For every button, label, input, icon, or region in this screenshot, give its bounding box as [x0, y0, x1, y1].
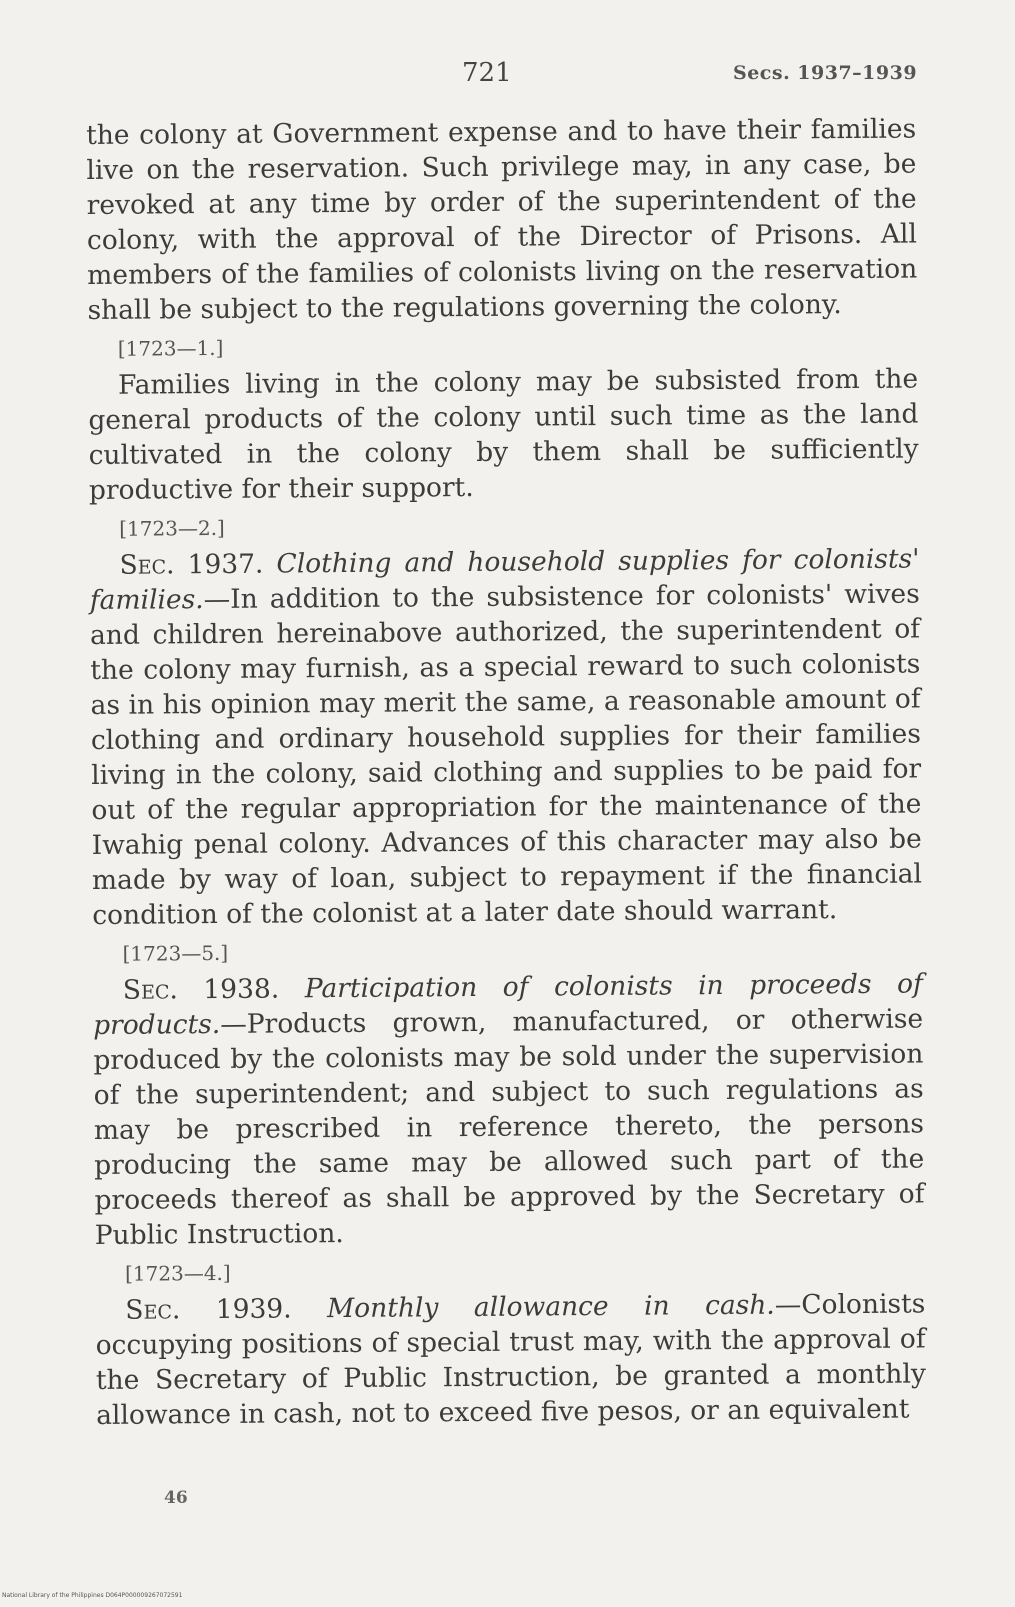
archive-footer-note: National Library of the Philippines D064P000009267072591	[2, 1592, 183, 1599]
section-body: —Products grown, manufactured, or otherwise produced by the colonists may be sold under the supervision of the superintendent; and subject to such regulations as may be prescribed in reference thereto, the persons producing the same may be allowed such part of the proceeds thereof as shall be approved by the Secretary of Public Instruction.	[93, 1003, 925, 1251]
section-title: Monthly allowance in cash.	[326, 1289, 775, 1325]
section-label: Sec. 1939.	[125, 1293, 292, 1326]
body-text	[86, 111, 926, 1432]
section-body: —In addition to the subsistence for colonists' wives and children hereinabove authorized, the superintendent of the colony may furnish, as a special reward to such colonists as in his opinion may merit the same, a reasonable amount of clothing and ordinary household supplies for their families living in the colony, said clothing and supplies to be paid for out of the regular appropriation for the maintenance of the Iwahig penal colony. Advances of this character may also be made by way of loan, subject to repayment if the financial condition of the colonist at a later date should warrant.	[89, 578, 923, 931]
page-header	[0, 58, 1015, 98]
paragraph-families: Families living in the colony may be subsisted from the general products of the colony until such time as the land cultivated in the colony by them shall be sufficiently productive for their support.	[88, 363, 919, 506]
paragraph-continuation: the colony at Government expense and to have their families live on the reservation. Such privilege may, in any case, be revoked at any time by order of the superintendent of the colony, with the approval of the Director of Prisons. All members of the families of colonists living on the reservation shall be subject to the regulations governing the colony.	[86, 113, 918, 326]
section-range: Secs. 1937–1939	[733, 62, 918, 84]
section-label: Sec. 1937.	[119, 548, 264, 581]
section-1939	[95, 1286, 926, 1433]
section-1938	[93, 966, 925, 1253]
page-number: 721	[462, 58, 512, 88]
section-title: Participation of colonists in proceeds of products.	[93, 968, 923, 1041]
section-label: Sec. 1938.	[122, 973, 280, 1006]
source-citation: [1723—4.]	[124, 1260, 231, 1286]
signature-mark: 46	[164, 1488, 188, 1508]
section-title: Clothing and household supplies for colonists' families.	[89, 543, 920, 616]
section-1937	[89, 541, 922, 933]
section-body: —Colonists occupying positions of special trust may, with the approval of the Secretary of Public Instruction, be granted a monthly allowance in cash, not to exceed five pesos, or an equivalent	[95, 1288, 927, 1431]
source-citation: [1723—5.]	[122, 940, 229, 966]
source-citation: [1723—2.]	[119, 515, 225, 541]
source-citation: [1723—1.]	[117, 335, 224, 361]
